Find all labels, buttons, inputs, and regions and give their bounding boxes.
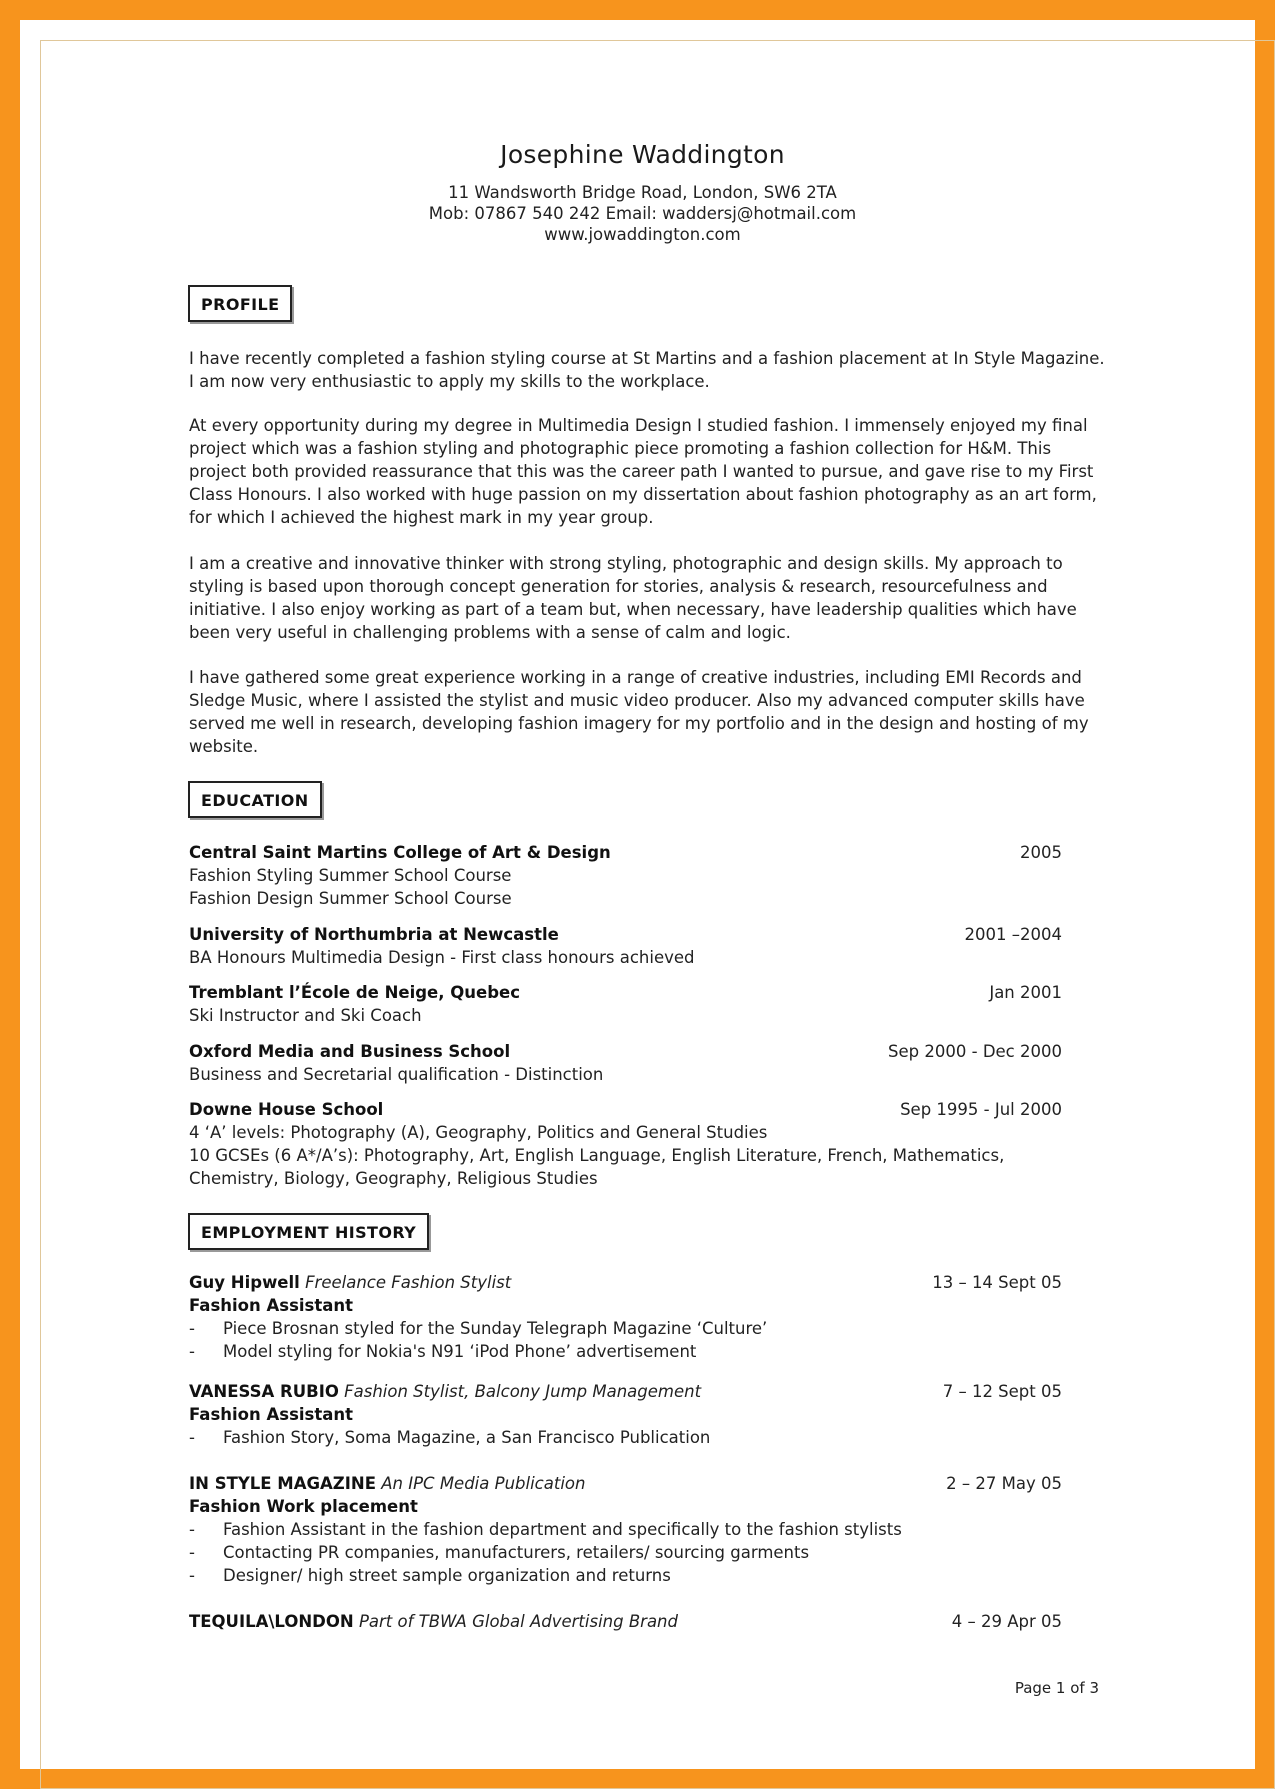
education-date: 2005	[1020, 843, 1062, 862]
education-detail: Fashion Design Summer School Course	[189, 889, 512, 908]
employment-entry	[189, 1472, 1062, 1587]
employer-name: Guy Hipwell	[189, 1273, 300, 1292]
list-item	[189, 1518, 1062, 1541]
bullet-dash: -	[189, 1428, 195, 1447]
list-item	[189, 1426, 1062, 1449]
bullet-dash: -	[189, 1543, 195, 1562]
bullet-text: Designer/ high street sample organization and returns	[223, 1566, 671, 1585]
profile-paragraph: I have gathered some great experience working in a range of creative industries, including EMI Records and Sledge Music, where I assisted the stylist and music video producer. Also my advanced computer skills have served me well in research, developing fashion imagery for my portfolio and in the design and hosting of my website.	[189, 668, 1089, 756]
profile-paragraph: At every opportunity during my degree in Multimedia Design I studied fashion. I immensely enjoyed my final project which was a fashion styling and photographic piece promoting a fashion collection for H&M. This project both provided reassurance that this was the career path I wanted to pursue, and gave rise to my First Class Honours. I also worked with huge passion on my dissertation about fashion photography as an art form, for which I achieved the highest mark in my year group.	[189, 416, 1097, 527]
institution-name: Tremblant l’École de Neige, Quebec	[189, 983, 521, 1002]
bullet-dash: -	[189, 1566, 195, 1585]
education-date: Jan 2001	[989, 983, 1062, 1002]
employment-entry	[189, 1271, 1062, 1363]
employer-name: IN STYLE MAGAZINE	[189, 1474, 376, 1493]
position-title: Fashion Assistant	[189, 1405, 354, 1424]
candidate-name: Josephine Waddington	[500, 140, 785, 169]
employer-name: TEQUILA\LONDON	[189, 1612, 354, 1631]
institution-name: Central Saint Martins College of Art & Design	[189, 843, 611, 862]
education-detail: BA Honours Multimedia Design - First class honours achieved	[189, 948, 695, 967]
bullet-dash: -	[189, 1342, 195, 1361]
education-detail: 4 ‘A’ levels: Photography (A), Geography, Politics and General Studies	[189, 1123, 768, 1142]
bullet-dash: -	[189, 1520, 195, 1539]
education-detail: Business and Secretarial qualification - Distinction	[189, 1065, 604, 1084]
profile-paragraph: I have recently completed a fashion styling course at St Martins and a fashion placement at In Style Magazine. I am now very enthusiastic to apply my skills to the workplace.	[189, 349, 1105, 391]
bullet-text: Fashion Assistant in the fashion department and specifically to the fashion stylists	[223, 1520, 902, 1539]
position-title: Fashion Work placement	[189, 1497, 418, 1516]
education-entry	[189, 923, 1062, 969]
bullet-text: Model styling for Nokia's N91 ‘iPod Phone’ advertisement	[223, 1342, 697, 1361]
employment-date: 7 – 12 Sept 05	[942, 1382, 1062, 1401]
list-item	[189, 1541, 1062, 1564]
employment-heading: EMPLOYMENT HISTORY	[188, 1213, 429, 1250]
contact-line: Mob: 07867 540 242 Email: waddersj@hotmail.com	[428, 204, 857, 223]
education-detail: Ski Instructor and Ski Coach	[189, 1006, 422, 1025]
position-title: Fashion Assistant	[189, 1296, 354, 1315]
employment-date: 13 – 14 Sept 05	[932, 1273, 1062, 1292]
education-entry	[189, 981, 1062, 1027]
website-line: www.jowaddington.com	[544, 225, 741, 244]
bullet-text: Piece Brosnan styled for the Sunday Telegraph Magazine ‘Culture’	[223, 1319, 768, 1338]
employer-role: Fashion Stylist, Balcony Jump Management	[344, 1382, 702, 1401]
bullet-text: Fashion Story, Soma Magazine, a San Francisco Publication	[223, 1428, 711, 1447]
education-date: Sep 2000 - Dec 2000	[888, 1042, 1062, 1061]
education-detail: Chemistry, Biology, Geography, Religious Studies	[189, 1169, 598, 1188]
employment-entry	[189, 1610, 1062, 1633]
education-heading: EDUCATION	[188, 781, 322, 818]
employment-date: 4 – 29 Apr 05	[951, 1612, 1062, 1631]
education-detail: 10 GCSEs (6 A*/A’s): Photography, Art, English Language, English Literature, French, Mathematics,	[189, 1146, 1005, 1165]
list-item	[189, 1564, 1062, 1587]
institution-name: University of Northumbria at Newcastle	[189, 925, 559, 944]
education-entry	[189, 1040, 1062, 1086]
employer-name: VANESSA RUBIO	[189, 1382, 339, 1401]
education-date: Sep 1995 - Jul 2000	[900, 1100, 1062, 1119]
profile-heading: PROFILE	[188, 285, 292, 322]
employment-entry	[189, 1380, 1062, 1449]
address-line: 11 Wandsworth Bridge Road, London, SW6 2TA	[448, 183, 837, 202]
education-entry	[189, 1098, 1062, 1190]
page-number: Page 1 of 3	[1014, 1679, 1099, 1697]
education-detail: Fashion Styling Summer School Course	[189, 866, 512, 885]
resume-header	[0, 140, 1275, 245]
institution-name: Oxford Media and Business School	[189, 1042, 511, 1061]
profile-paragraph: I am a creative and innovative thinker with strong styling, photographic and design skills. My approach to styling is based upon thorough concept generation for stories, analysis & research, resourcefulness and initiative. I also enjoy working as part of a team but, when necessary, have leadership qualities which have been very useful in challenging problems with a sense of calm and logic.	[189, 554, 1077, 642]
bullet-dash: -	[189, 1319, 195, 1338]
bullet-text: Contacting PR companies, manufacturers, retailers/ sourcing garments	[223, 1543, 810, 1562]
education-date: 2001 –2004	[964, 925, 1062, 944]
employer-role: Freelance Fashion Stylist	[305, 1273, 512, 1292]
employer-role: Part of TBWA Global Advertising Brand	[358, 1612, 678, 1631]
list-item	[189, 1340, 1062, 1363]
education-entry	[189, 841, 1062, 910]
employer-role: An IPC Media Publication	[381, 1474, 586, 1493]
institution-name: Downe House School	[189, 1100, 384, 1119]
list-item	[189, 1317, 1062, 1340]
employment-date: 2 – 27 May 05	[946, 1474, 1062, 1493]
